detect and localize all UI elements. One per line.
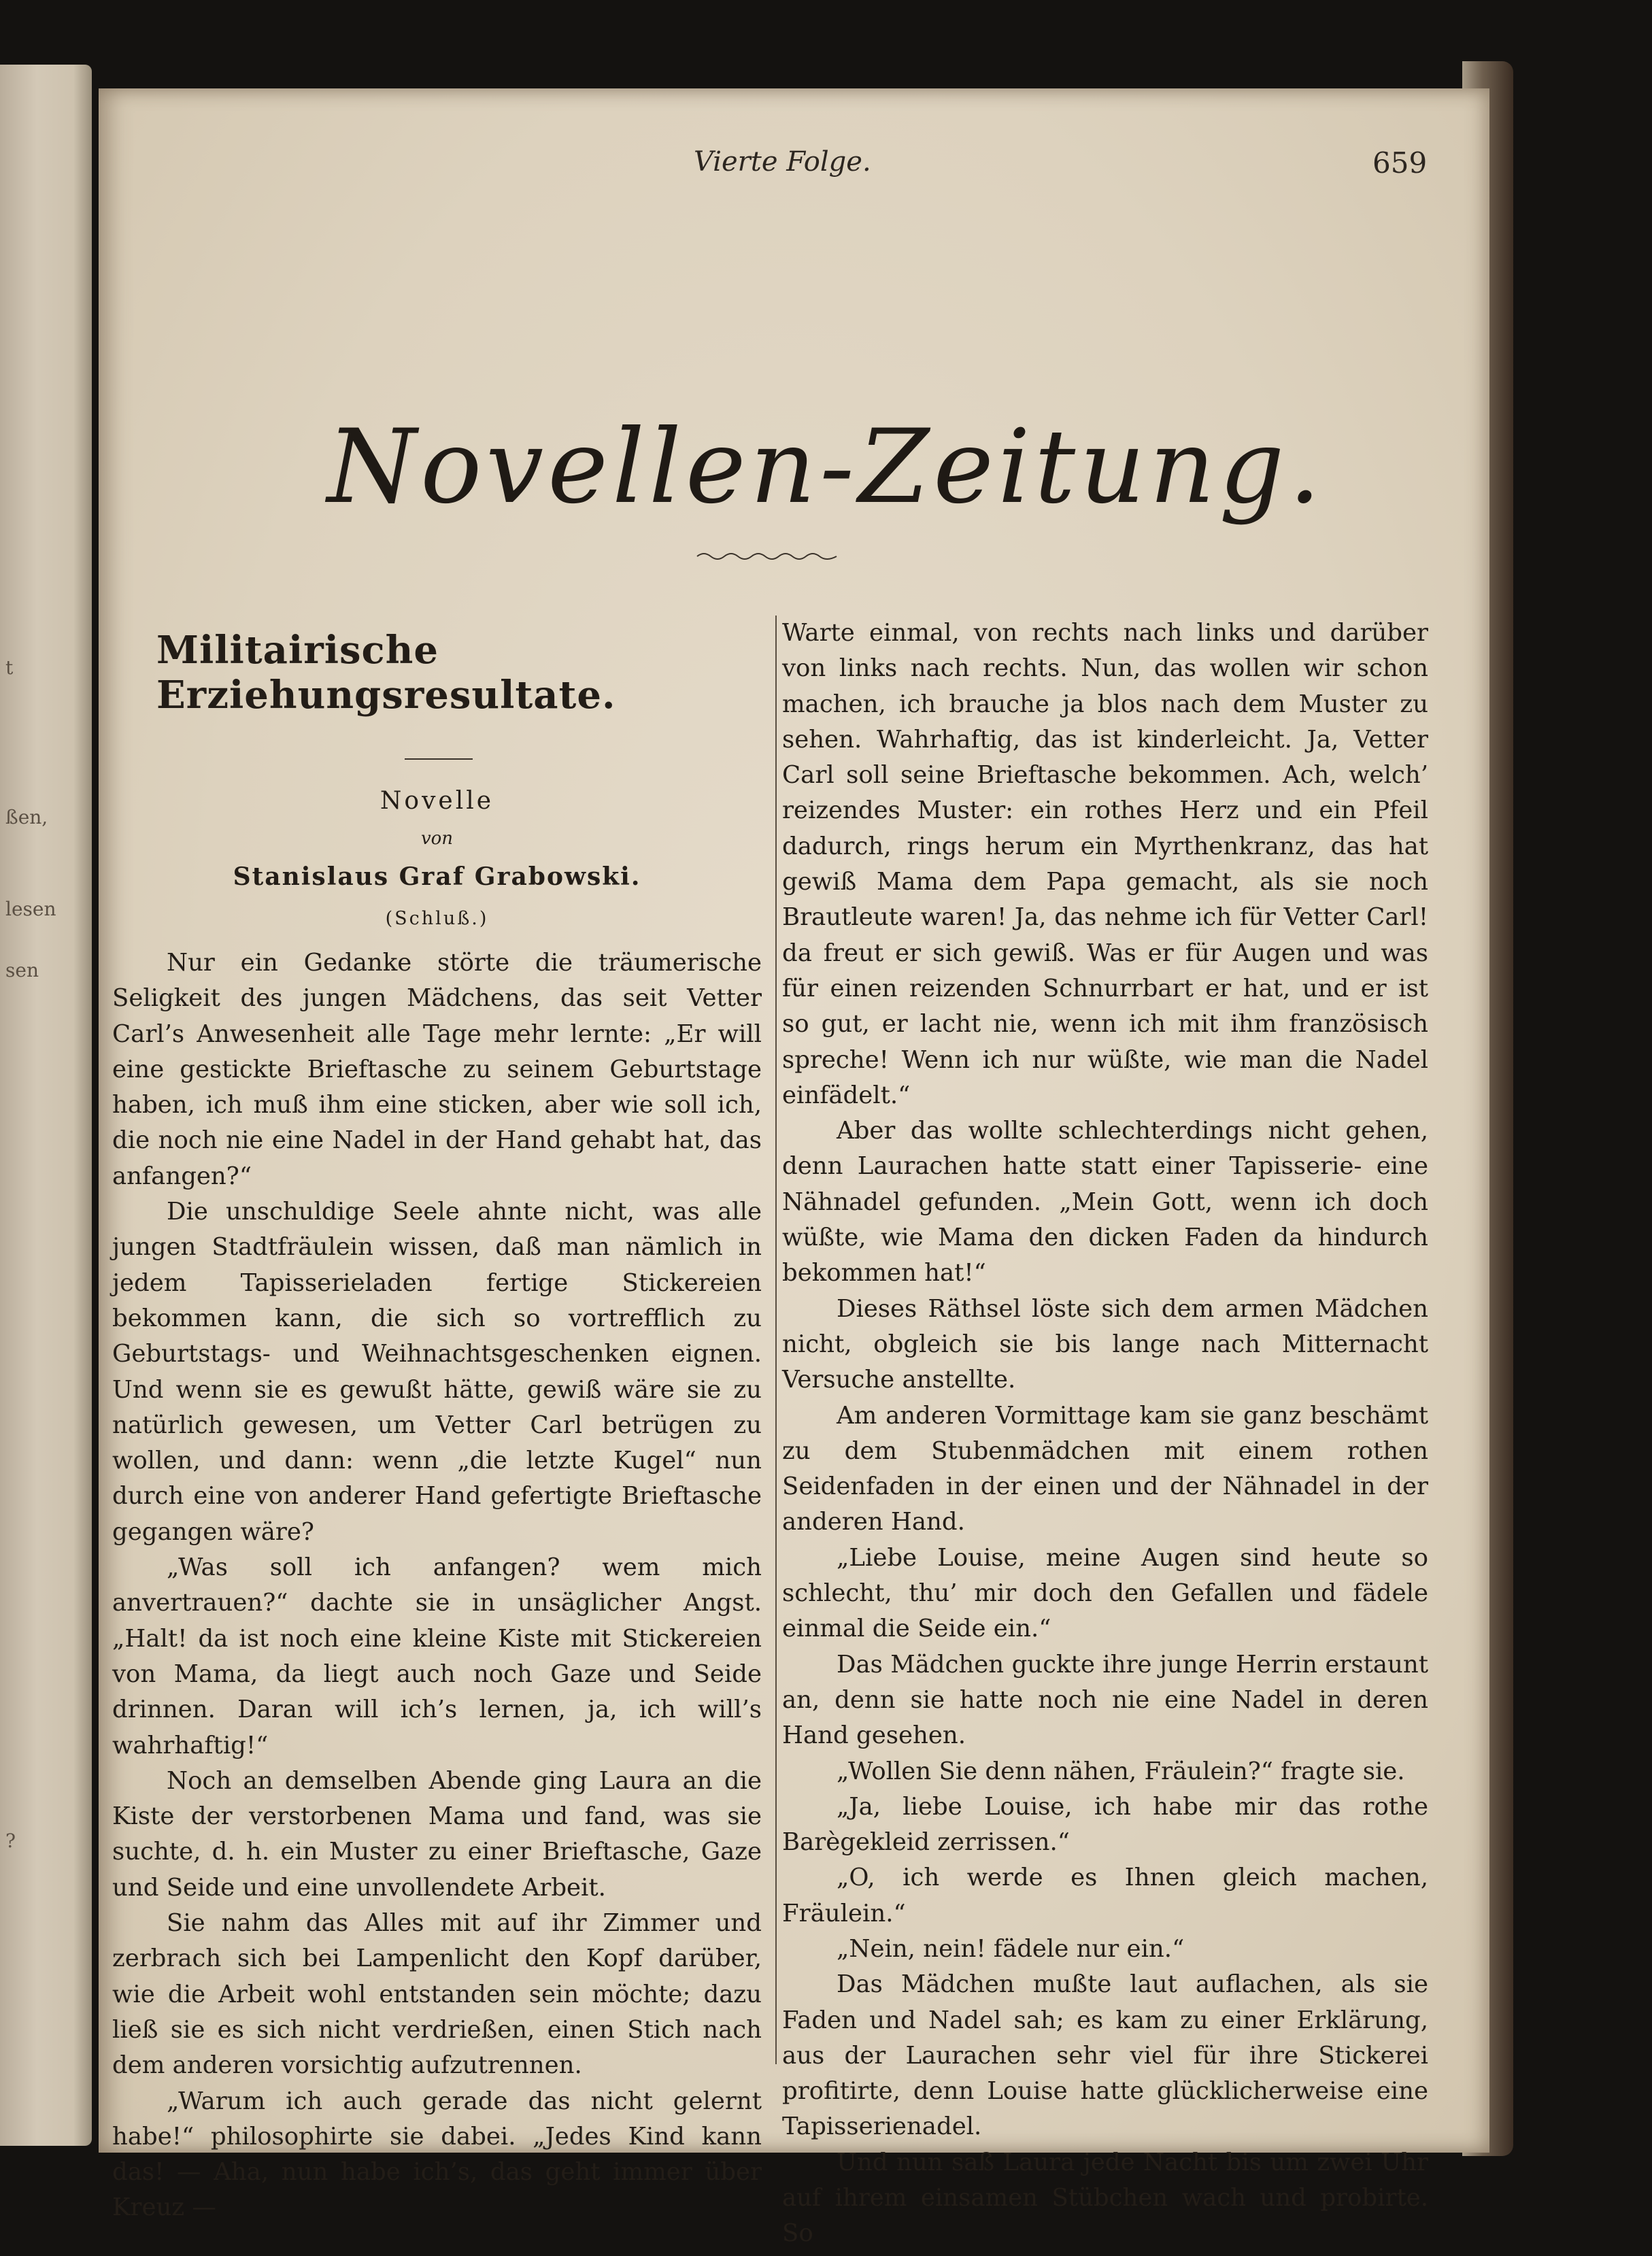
paragraph: „O, ich werde es Ihnen gleich machen, Fräulein.“ [782, 1864, 1428, 1927]
column-divider [775, 616, 777, 2064]
paragraph: „Liebe Louise, meine Augen sind heute so schlecht, thu’ mir doch den Gefallen und fädele einmal die Seide ein.“ [782, 1543, 1428, 1643]
paragraph: Sie nahm das Alles mit auf ihr Zimmer und zerbrach sich bei Lampenlicht den Kopf darüber, wie die Arbeit wohl entstanden sein möchte; dazu ließ sie es sich nicht verdrießen, einen Stich nach dem anderen vorsichtig aufzutrennen. [112, 1909, 762, 2080]
page-number: 659 [1372, 146, 1428, 180]
prev-page-fragment: t [5, 656, 14, 679]
right-column [782, 616, 1428, 2252]
paragraph: Die unschuldige Seele ahnte nicht, was alle jungen Stadtfräulein wissen, daß man nämlich in jedem Tapisserieladen fertige Stickereien bekommen kann, die sich so vortrefflich zu Geburtstags- und Weihnachtsgeschenken eignen. Und wenn sie es gewußt hätte, gewiß wäre sie zu natürlich gewesen, um Vetter Carl betrügen zu wollen, und dann: wenn „die letzte Kugel“ nun durch eine von anderer Hand gefertigte Brieftasche gegangen wäre? [112, 1198, 762, 1546]
paragraph: „Ja, liebe Louise, ich habe mir das rothe Barègekleid zerrissen.“ [782, 1792, 1428, 1857]
continuation-note: (Schluß.) [385, 908, 489, 929]
paragraph: „Warum ich auch gerade das nicht gelernt habe!“ philosophirte sie dabei. „Jedes Kind kann das! — Aha, nun habe ich’s, das geht immer über Kreuz — [112, 2087, 762, 2222]
paragraph: Aber das wollte schlechterdings nicht gehen, denn Laurachen hatte statt einer Tapisserie- eine Nähnadel gefunden. „Mein Gott, wenn ich doch wüßte, wie Mama den dicken Faden da hindurch bekommen hat!“ [782, 1117, 1428, 1287]
paragraph: Noch an demselben Abende ging Laura an die Kiste der verstorbenen Mama und fand, was sie suchte, d. h. ein Muster zu einer Brieftasche, Gaze und Seide und eine unvollendete Arbeit. [112, 1766, 762, 1902]
prev-page-fragment: ßen, [5, 806, 48, 828]
paragraph: Und nun saß Laura jede Nacht bis um zwei Uhr auf ihrem einsamen Stübchen wach und probirte. So [782, 2148, 1428, 2248]
title-rule [405, 758, 473, 760]
paragraph: „Nein, nein! fädele nur ein.“ [837, 1934, 1185, 1963]
left-column-text [112, 945, 762, 2226]
ornament-swash [694, 548, 843, 565]
running-head: Vierte Folge. [694, 146, 871, 178]
left-column [112, 616, 762, 2226]
story-title: Militairische Erziehungsresultate. [156, 628, 616, 718]
paragraph: Das Mädchen guckte ihre junge Herrin erstaunt an, denn sie hatte noch nie eine Nadel in deren Hand gesehen. [782, 1650, 1428, 1750]
prev-page-fragment: lesen [5, 898, 56, 920]
story-author: Stanislaus Graf Grabowski. [233, 862, 641, 891]
prev-page-fragment: sen [5, 959, 39, 981]
masthead-title: Novellen-Zeitung. [326, 408, 1326, 526]
story-genre: Novelle [380, 787, 494, 815]
previous-page-edge [0, 65, 92, 2146]
paragraph: Am anderen Vormittage kam sie ganz beschämt zu dem Stubenmädchen mit einem rothen Seidenfaden in der einen und der Nähnadel in der anderen Hand. [782, 1401, 1428, 1536]
prev-page-fragment: ? [5, 1830, 16, 1852]
paragraph: Warte einmal, von rechts nach links und darüber von links nach rechts. Nun, das wollen wir schon machen, ich brauche ja blos nach dem Muster zu sehen. Wahrhaftig, das ist kinderleicht. Ja, Vetter Carl soll seine Brieftasche bekommen. Ach, welch’ reizendes Muster: ein rothes Herz und ein Pfeil dadurch, rings herum ein Myrthenkranz, das hat gewiß Mama dem Papa gemacht, als sie noch Brautleute waren! Ja, das nehme ich für Vetter Carl! da freut er sich gewiß. Was er für Augen und was für einen reizenden Schnurrbart er hat, und er ist so gut, er lacht nie, wenn ich mit ihm französisch spreche! Wenn ich nur wüßte, wie man die Nadel einfädelt.“ [782, 619, 1428, 1109]
right-column-text [782, 616, 1428, 2252]
paragraph: Nur ein Gedanke störte die träumerische Seligkeit des jungen Mädchens, das seit Vetter Carl’s Anwesenheit alle Tage mehr lernte: „Er will eine gestickte Brieftasche zu seinem Geburtstage haben, ich muß ihm eine sticken, aber wie soll ich, die noch nie eine Nadel in der Hand gehabt hat, das anfangen?“ [112, 949, 762, 1190]
byline-von: von [420, 828, 454, 849]
paragraph: „Was soll ich anfangen? wem mich anvertrauen?“ dachte sie in unsäglicher Angst. „Halt! da ist noch eine kleine Kiste mit Stickereien von Mama, da liegt auch noch Gaze und Seide drinnen. Daran will ich’s lernen, ja, ich will’s wahrhaftig!“ [112, 1553, 762, 1760]
paragraph: Das Mädchen mußte laut auflachen, als sie Faden und Nadel sah; es kam zu einer Erklärung, aus der Laurachen sehr viel für ihre Stickerei profitirte, denn Louise hatte glücklicherweise eine Tapisserienadel. [782, 1970, 1428, 2141]
paragraph: „Wollen Sie denn nähen, Fräulein?“ fragte sie. [837, 1757, 1405, 1785]
paragraph: Dieses Räthsel löste sich dem armen Mädchen nicht, obgleich sie bis lange nach Mitternacht Versuche anstellte. [782, 1294, 1428, 1394]
